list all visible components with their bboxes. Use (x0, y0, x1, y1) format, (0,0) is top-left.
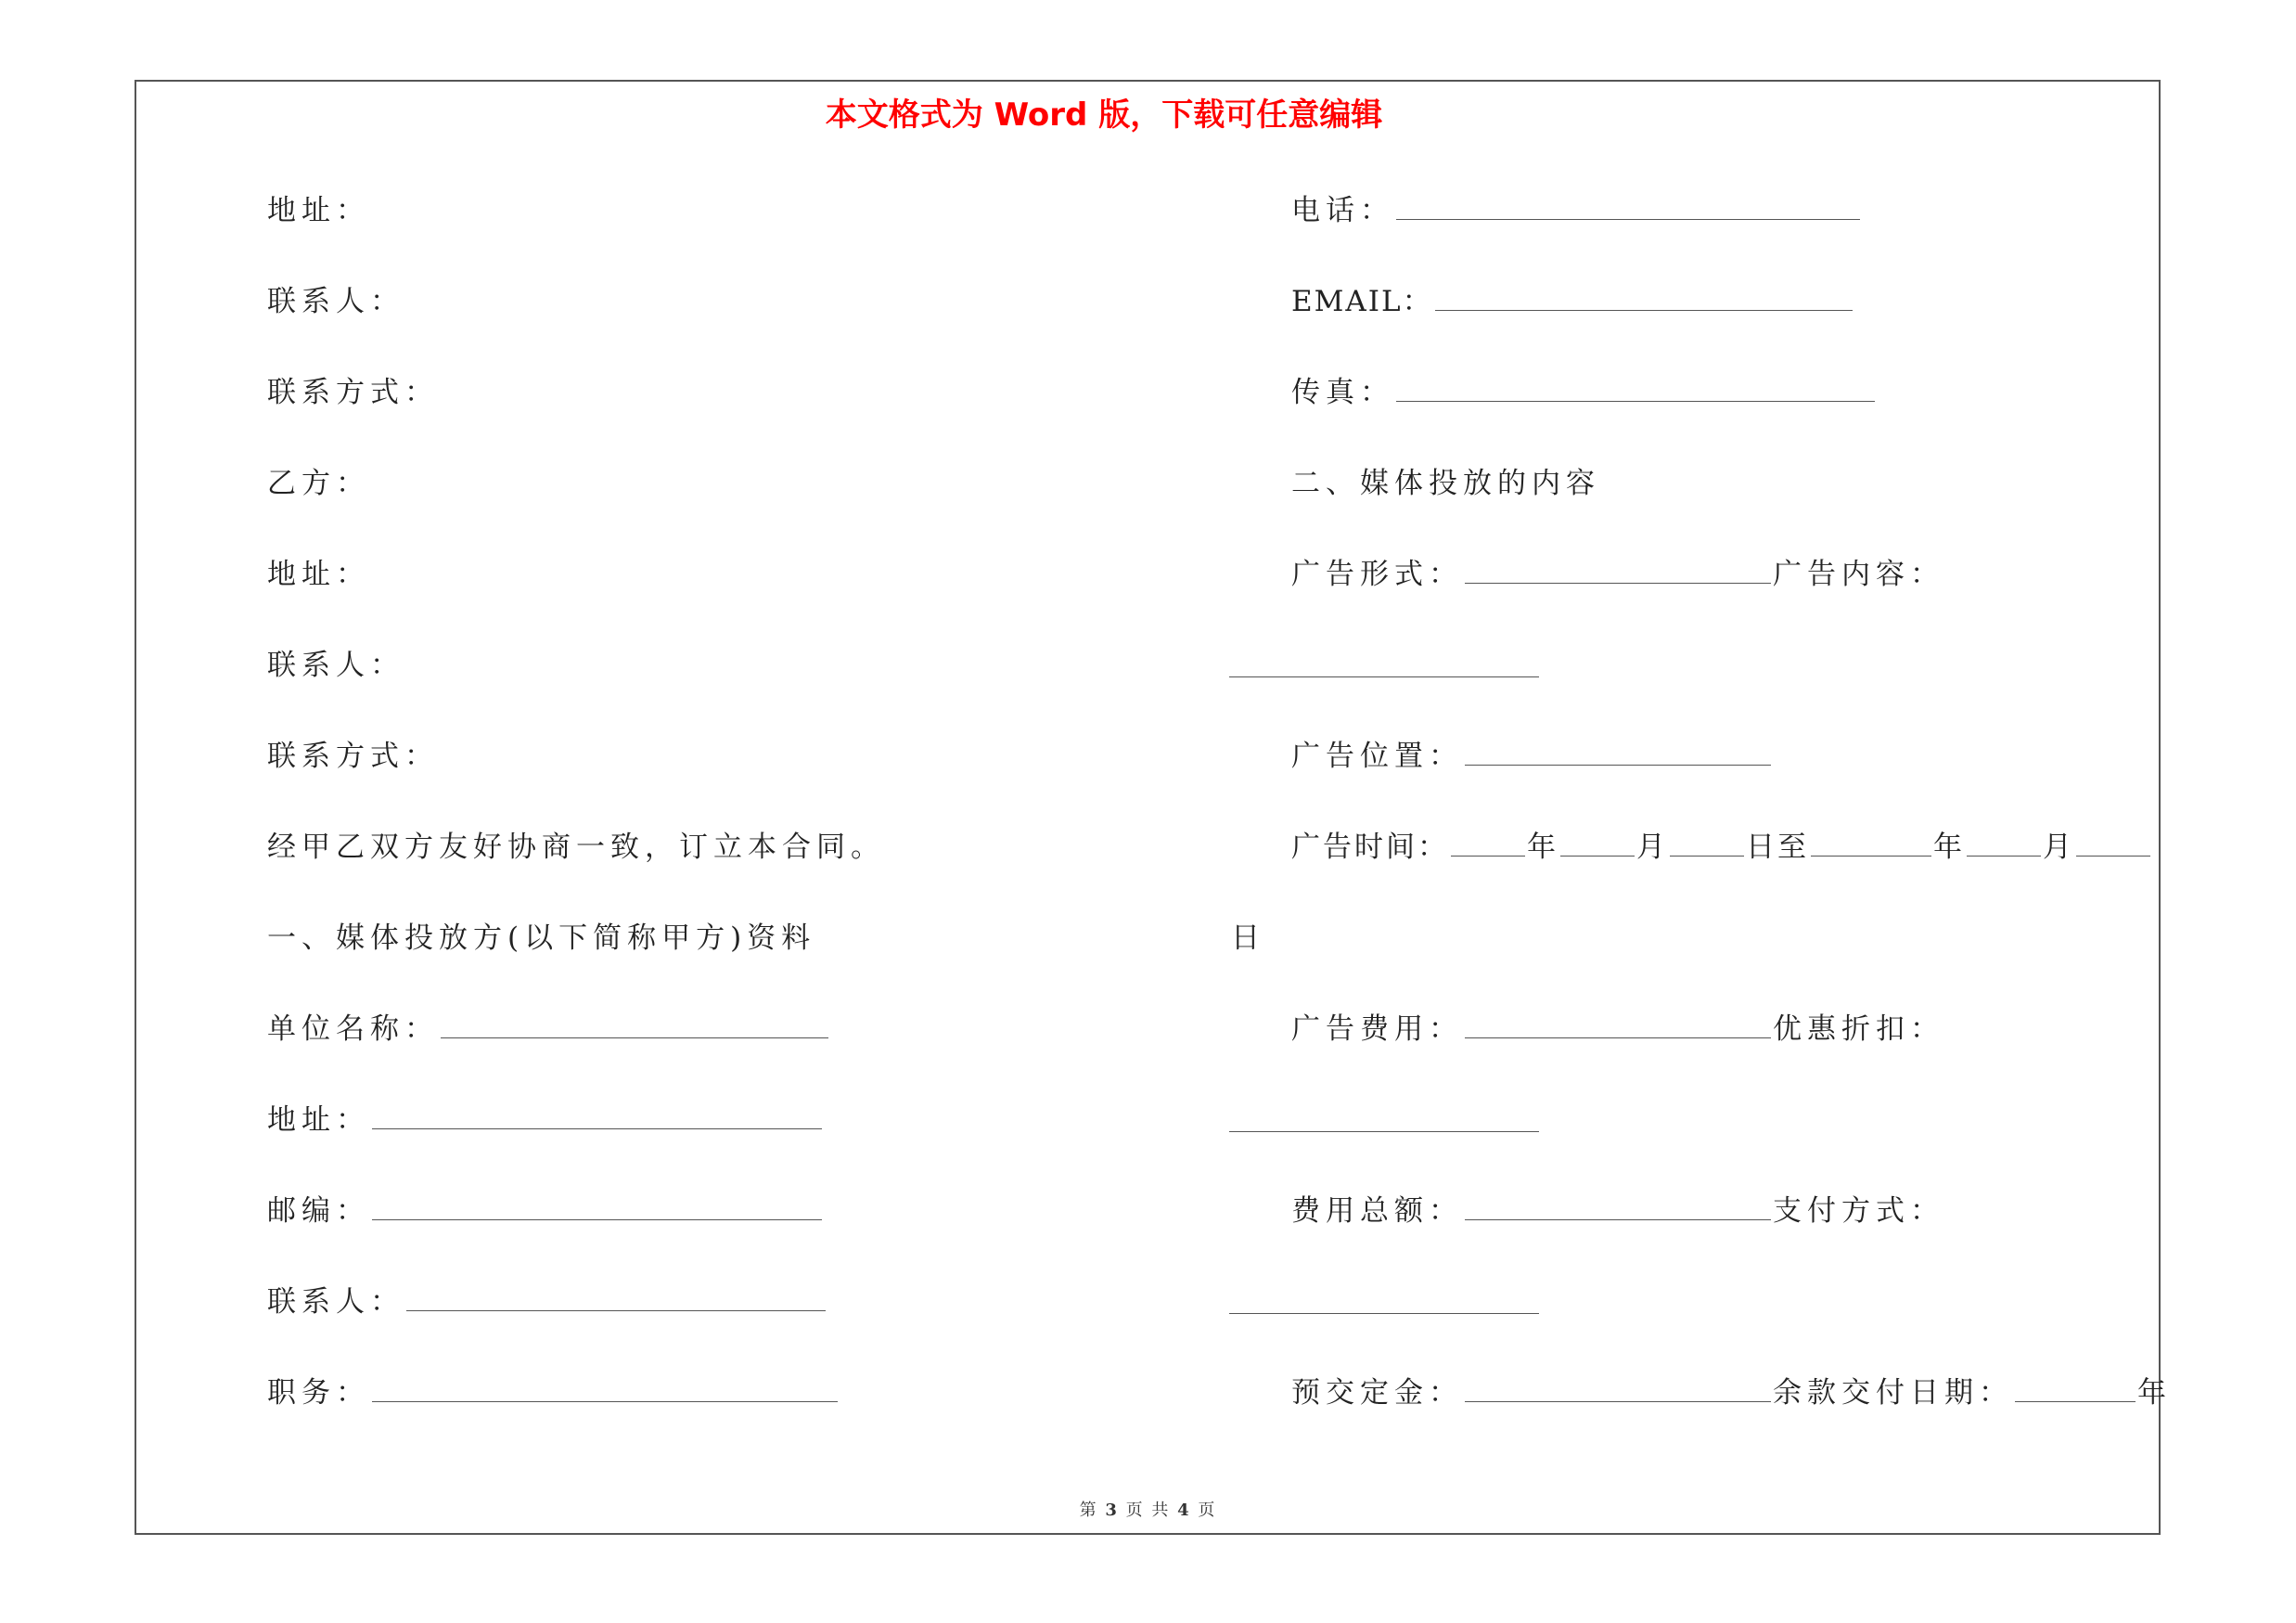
party-b-label: 乙方： (267, 467, 370, 500)
deposit-blank[interactable] (1465, 1377, 1771, 1402)
ad-fee-label: 广告费用： (1291, 1012, 1463, 1046)
ad-fee-field (1291, 1011, 1944, 1048)
total-fee-label: 费用总额： (1291, 1194, 1463, 1228)
section1-contact-field (267, 1283, 827, 1320)
unit-name-label: 单位名称： (267, 1012, 439, 1046)
position-blank[interactable] (372, 1377, 838, 1402)
postcode-blank[interactable] (372, 1195, 822, 1220)
left-address-label: 地址： (267, 194, 370, 227)
left-contact-person-label: 联系人： (267, 285, 404, 318)
section1-title: 一、媒体投放方(以下简称甲方)资料 (267, 921, 816, 955)
ad-form-field (1291, 556, 1944, 593)
current-page-number: 3 (1105, 1501, 1119, 1520)
ad-position-field (1291, 738, 1773, 775)
start-day-blank[interactable] (1670, 831, 1744, 857)
postcode-field (267, 1192, 824, 1230)
ad-content-label: 广告内容： (1773, 558, 1944, 591)
end-month-text: 月 (2043, 831, 2074, 864)
position-label: 职务： (267, 1376, 370, 1410)
unit-name-blank[interactable] (441, 1013, 828, 1038)
start-year-blank[interactable] (1451, 831, 1525, 857)
end-day-text: 日 (1231, 921, 1265, 955)
total-fee-field (1291, 1192, 1944, 1230)
email-blank[interactable] (1435, 286, 1853, 311)
balance-date-label: 余款交付日期： (1773, 1376, 2013, 1410)
phone-label: 电话： (1291, 194, 1394, 227)
footer-prefix: 第 (1079, 1501, 1098, 1520)
email-field (1291, 283, 1854, 320)
page-footer (0, 1497, 2296, 1521)
ad-time-label: 广告时间： (1291, 831, 1449, 864)
fax-blank[interactable] (1396, 377, 1875, 402)
discount-label: 优惠折扣： (1773, 1012, 1944, 1046)
section1-contact-label: 联系人： (267, 1285, 404, 1319)
section1-address-label: 地址： (267, 1103, 370, 1137)
section1-address-blank[interactable] (372, 1104, 822, 1129)
day-to-text: 日至 (1746, 831, 1809, 864)
agreement-statement: 经甲乙双方友好协商一致，订立本合同。 (267, 831, 885, 864)
section1-address-field (267, 1101, 824, 1139)
party-b-contact-method-label: 联系方式： (267, 740, 439, 773)
section2-title: 二、媒体投放的内容 (1291, 467, 1600, 500)
deposit-field (1291, 1374, 2172, 1411)
deposit-label: 预交定金： (1291, 1376, 1463, 1410)
balance-year-text: 年 (2137, 1376, 2172, 1410)
payment-method-blank[interactable] (1229, 1311, 1539, 1314)
fax-field (1291, 374, 1877, 411)
balance-year-blank[interactable] (2015, 1377, 2136, 1402)
footer-middle: 页 共 (1125, 1501, 1171, 1520)
footer-suffix: 页 (1198, 1501, 1217, 1520)
ad-form-label: 广告形式： (1291, 558, 1463, 591)
ad-position-label: 广告位置： (1291, 740, 1463, 773)
fax-label: 传真： (1291, 376, 1394, 409)
email-label: EMAIL： (1291, 285, 1433, 318)
left-contact-method-label: 联系方式： (267, 376, 439, 409)
ad-form-blank[interactable] (1465, 559, 1771, 584)
end-month-blank[interactable] (1967, 831, 2041, 857)
party-b-address-label: 地址： (267, 558, 370, 591)
ad-time-field (1291, 829, 2152, 866)
party-b-contact-person-label: 联系人： (267, 649, 404, 682)
start-month-text: 月 (1636, 831, 1668, 864)
section1-contact-blank[interactable] (406, 1286, 826, 1311)
total-fee-blank[interactable] (1465, 1195, 1771, 1220)
ad-content-blank[interactable] (1229, 675, 1539, 677)
payment-method-label: 支付方式： (1773, 1194, 1944, 1228)
end-year-text: 年 (1933, 831, 1965, 864)
total-page-number: 4 (1177, 1501, 1191, 1520)
discount-blank[interactable] (1229, 1129, 1539, 1132)
document-banner: 本文格式为 Word 版，下载可任意编辑 (825, 97, 1383, 134)
ad-fee-blank[interactable] (1465, 1013, 1771, 1038)
ad-position-blank[interactable] (1465, 741, 1771, 766)
phone-field (1291, 192, 1862, 229)
position-field (267, 1374, 840, 1411)
end-year-blank[interactable] (1811, 831, 1931, 857)
end-day-blank[interactable] (2076, 831, 2150, 857)
phone-blank[interactable] (1396, 195, 1860, 220)
unit-name-field (267, 1011, 830, 1048)
postcode-label: 邮编： (267, 1194, 370, 1228)
start-year-text: 年 (1527, 831, 1558, 864)
start-month-blank[interactable] (1560, 831, 1635, 857)
